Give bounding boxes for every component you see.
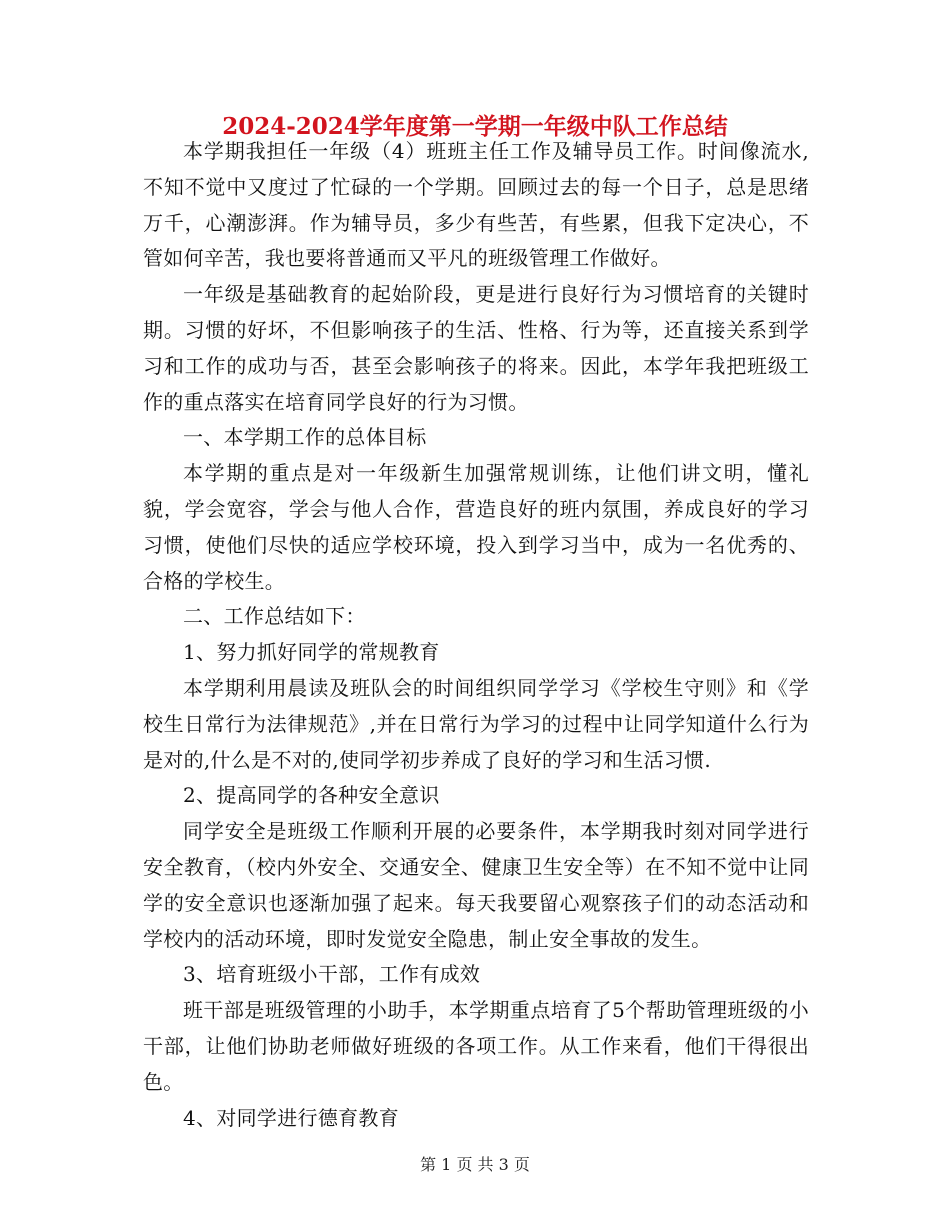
paragraph-intro: 本学期我担任一年级（4）班班主任工作及辅导员工作。时间像流水,不知不觉中又度过了忙碌的一个学期。回顾过去的每一个日子，总是思绪万千，心潮澎湃。作为辅导员，多少有些苦，有些累，但我下定决心，不管如何辛苦，我也要将普通而又平凡的班级管理工作做好。 (143, 139, 809, 271)
paragraph-first-grade: 一年级是基础教育的起始阶段，更是进行良好行为习惯培育的关键时期。习惯的好坏，不但影响孩子的生活、性格、行为等，还直接关系到学习和工作的成功与否，甚至会影响孩子的将来。因此，本学年我把班级工作的重点落实在培育同学良好的行为习惯。 (143, 282, 809, 414)
subheading-safety-awareness: 2、提高同学的各种安全意识 (183, 783, 440, 808)
paragraph-routine-education: 本学期利用晨读及班队会的时间组织同学学习《学校生守则》和《学校生日常行为法律规范》,并在日常行为学习的过程中让同学知道什么行为是对的,什么是不对的,使同学初步养成了良好的学习和生活习惯. (143, 675, 809, 772)
subheading-moral-education: 4、对同学进行德育教育 (183, 1105, 400, 1130)
section-heading-goals: 一、本学期工作的总体目标 (183, 425, 427, 450)
paragraph-safety-awareness: 同学安全是班级工作顺利开展的必要条件，本学期我时刻对同学进行安全教育，（校内外安全、交通安全、健康卫生安全等）在不知不觉中让同学的安全意识也逐渐加强了起来。每天我要留心观察孩子们的动态活动和学校内的活动环境，即时发觉安全隐患，制止安全事故的发生。 (143, 819, 809, 951)
paragraph-class-cadres: 班干部是班级管理的小助手，本学期重点培育了5个帮助管理班级的小干部，让他们协助老师做好班级的各项工作。从工作来看，他们干得很出色。 (143, 998, 809, 1094)
paragraph-goals: 本学期的重点是对一年级新生加强常规训练，让他们讲文明，懂礼貌，学会宽容，学会与他人合作，营造良好的班内氛围，养成良好的学习习惯，使他们尽快的适应学校环境，投入到学习当中，成为一名优秀的、合格的学校生。 (143, 461, 809, 593)
document-title: 2024-2024学年度第一学期一年级中队工作总结 (222, 113, 728, 140)
page-number-footer: 第 1 页 共 3 页 (420, 1155, 530, 1174)
subheading-class-cadres: 3、培育班级小干部，工作有成效 (183, 962, 481, 987)
document-body (143, 134, 809, 1136)
subheading-routine-education: 1、努力抓好同学的常规教育 (183, 640, 440, 665)
section-heading-summary: 二、工作总结如下： (183, 604, 366, 629)
